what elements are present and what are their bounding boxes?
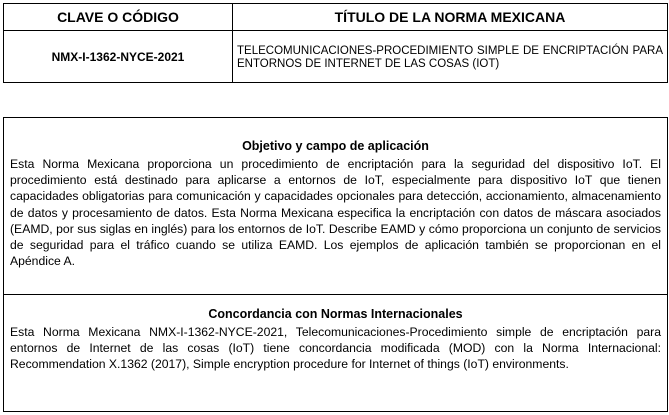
concordancia-body: Esta Norma Mexicana NMX-I-1362-NYCE-2021, Telecomunicaciones-Procedimiento simple de encriptación para entornos de Internet de las cosas (IoT) tiene concordancia modificada (MOD) con la Norma Internacional: Recommendation X.1362 (2017), Simple encryption procedure for Internet of things (IoT) environments. xyxy=(10,325,661,372)
standard-code: NMX-I-1362-NYCE-2021 xyxy=(4,31,233,83)
objetivo-section xyxy=(4,118,667,295)
concordancia-section xyxy=(4,295,667,411)
table-header-row xyxy=(4,4,668,31)
concordancia-heading: Concordancia con Normas Internacionales xyxy=(208,307,463,321)
standard-info-box xyxy=(3,117,668,412)
table-row xyxy=(4,31,668,83)
title-column-header: TÍTULO DE LA NORMA MEXICANA xyxy=(233,4,668,31)
code-column-header: CLAVE O CÓDIGO xyxy=(4,4,233,31)
standard-header-table xyxy=(3,3,668,83)
objetivo-heading: Objetivo y campo de aplicación xyxy=(242,139,429,153)
objetivo-body: Esta Norma Mexicana proporciona un procedimiento de encriptación para la seguridad del dispositivo IoT. El procedimiento está destinado para aplicarse a entornos de IoT, especialmente para dispositivo IoT que tienen capacidades obligatorias para comunicación y capacidades opcionales para detección, accionamiento, almacenamiento de datos y procesamiento de datos. Esta Norma Mexicana especifica la encriptación con datos de máscara asociados (EAMD, por sus siglas en inglés) para los entornos de IoT. Describe EAMD y cómo proporciona un conjunto de servicios de seguridad para el tráfico cuando se utiliza EAMD. Los ejemplos de aplicación también se proporcionan en el Apéndice A. xyxy=(10,157,661,269)
standard-title: TELECOMUNICACIONES-PROCEDIMIENTO SIMPLE DE ENCRIPTACIÓN PARA ENTORNOS DE INTERNET DE LAS COSAS (IOT) xyxy=(233,31,668,83)
